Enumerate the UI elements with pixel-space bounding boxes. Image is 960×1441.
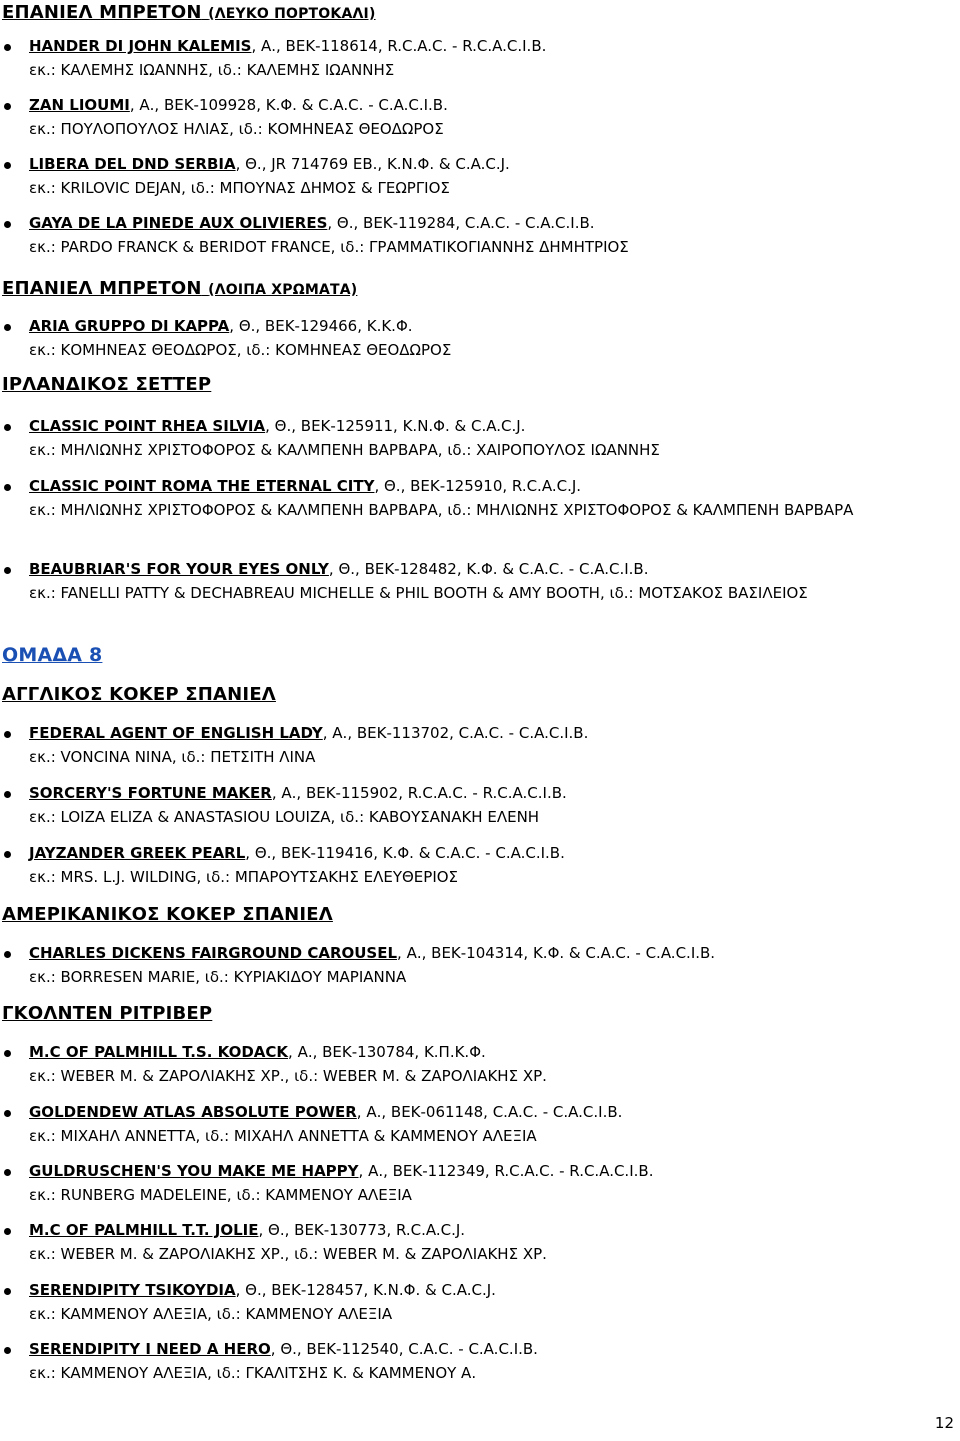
dog-info: , Θ., ΒΕΚ-119416, Κ.Φ. & C.A.C. - C.A.C.I.B. [245,844,565,862]
owners-line: εκ.: ΚΟΜΗΝΕΑΣ ΘΕΟΔΩΡΟΣ, ιδ.: ΚΟΜΗΝΕΑΣ ΘΕΟΔΩΡΟΣ [29,341,452,359]
owners-line: εκ.: PARDO FRANCK & BERIDOT FRANCE, ιδ.: ΓΡΑΜΜΑΤΙΚΟΓΙΑΝΝΗΣ ΔΗΜΗΤΡΙΟΣ [29,238,629,256]
dog-name: M.C OF PALMHILL T.S. KODACK [29,1043,289,1061]
dog-name: FEDERAL AGENT OF ENGLISH LADY [29,724,323,742]
dog-name: CHARLES DICKENS FAIRGROUND CAROUSEL [29,944,398,962]
bullet [4,1288,11,1295]
dog-name: BEAUBRIAR'S FOR YOUR EYES ONLY [29,560,329,578]
dog-info: , Θ., ΒΕΚ-128482, Κ.Φ. & C.A.C. - C.A.C.I.B. [328,560,649,578]
bullet [4,851,11,858]
group-heading: ΟΜΑΔΑ 8 [2,644,103,666]
bullet [4,1110,11,1117]
breed-heading [2,1003,212,1024]
owners-line: εκ.: WEBER M. & ΖΑΡΟΛΙΑΚΗΣ ΧΡ., ιδ.: WEBER M. & ΖΑΡΟΛΙΑΚΗΣ ΧΡ. [29,1245,547,1263]
dog-name: ZAN LIOUMI [29,96,130,114]
dog-name: CLASSIC POINT ROMA THE ETERNAL CITY [29,477,375,495]
owners-line: εκ.: FANELLI PATTY & DECHABREAU MICHELLE & PHIL BOOTH & AMY BOOTH, ιδ.: ΜΟΤΣΑΚΟΣ ΒΑΣΙΛΕΙΟΣ [29,584,808,602]
dog-name: ARIA GRUPPO DI KAPPA [29,317,230,335]
bullet [4,1228,11,1235]
dog-name: GULDRUSCHEN'S YOU MAKE ME HAPPY [29,1162,359,1180]
dog-name: GAYA DE LA PINEDE AUX OLIVIERES [29,214,328,232]
bullet [4,731,11,738]
owners-line: εκ.: KRILOVIC DEJAN, ιδ.: ΜΠΟΥΝΑΣ ΔΗΜΟΣ & ΓΕΩΡΓΙΟΣ [29,179,450,197]
breed-heading [2,374,211,395]
owners-line: εκ.: VONCINA NINA, ιδ.: ΠΕΤΣΙΤΗ ΛΙΝΑ [29,748,316,766]
bullet [4,1347,11,1354]
breed-heading [2,904,333,925]
dog-info: , Θ., ΒΕΚ-125910, R.C.A.C.J. [374,477,582,495]
owners-line: εκ.: MRS. L.J. WILDING, ιδ.: ΜΠΑΡΟΥΤΣΑΚΗΣ ΕΛΕΥΘΕΡΙΟΣ [29,868,459,886]
bullet [4,324,11,331]
owners-line: εκ.: RUNBERG MADELEINE, ιδ.: ΚΑΜΜΕΝΟΥ ΑΛΕΞΙΑ [29,1186,412,1204]
dog-name: HANDER DI JOHN KALEMIS [29,37,252,55]
breed-title: ΕΠΑΝΙΕΛ ΜΠΡΕΤΟΝ [2,278,202,299]
dog-info: , Α., ΒΕΚ-113702, C.A.C. - C.A.C.I.B. [322,724,589,742]
dog-name: M.C OF PALMHILL T.T. JOLIE [29,1221,259,1239]
dog-info: , Α., ΒΕΚ-109928, Κ.Φ. & C.A.C. - C.A.C.I.B. [129,96,448,114]
dog-info: , Θ., ΒΕΚ-129466, Κ.Κ.Φ. [229,317,413,335]
breed-title: ΕΠΑΝΙΕΛ ΜΠΡΕΤΟΝ [2,2,202,23]
owners-line: εκ.: ΚΑΜΜΕΝΟΥ ΑΛΕΞΙΑ, ιδ.: ΓΚΑΛΙΤΣΗΣ Κ. & ΚΑΜΜΕΝΟΥ Α. [29,1364,477,1382]
owners-line: εκ.: ΜΗΛΙΩΝΗΣ ΧΡΙΣΤΟΦΟΡΟΣ & ΚΑΛΜΠΕΝΗ ΒΑΡΒΑΡΑ, ιδ.: ΧΑΙΡΟΠΟΥΛΟΣ ΙΩΑΝΝΗΣ [29,441,660,459]
owners-line: εκ.: ΜΗΛΙΩΝΗΣ ΧΡΙΣΤΟΦΟΡΟΣ & ΚΑΛΜΠΕΝΗ ΒΑΡΒΑΡΑ, ιδ.: ΜΗΛΙΩΝΗΣ ΧΡΙΣΤΟΦΟΡΟΣ & ΚΑΛΜΠΕΝΗ ΒΑΡΒΑΡΑ [29,501,854,519]
dog-info: , Θ., ΒΕΚ-128457, Κ.Ν.Φ. & C.A.C.J. [235,1281,496,1299]
owners-line: εκ.: ΜΙΧΑΗΛ ΑΝΝΕΤΤΑ, ιδ.: ΜΙΧΑΗΛ ΑΝΝΕΤΤΑ & ΚΑΜΜΕΝΟΥ ΑΛΕΞΙΑ [29,1127,537,1145]
dog-info: , Θ., ΒΕΚ-112540, C.A.C. - C.A.C.I.B. [270,1340,538,1358]
bullet [4,791,11,798]
bullet [4,951,11,958]
dog-info: , Θ., ΒΕΚ-125911, Κ.Ν.Φ. & C.A.C.J. [265,417,526,435]
bullet [4,162,11,169]
breed-heading [2,278,357,299]
bullet [4,567,11,574]
bullet [4,484,11,491]
dog-info: , Α., ΒΕΚ-130784, Κ.Π.Κ.Φ. [288,1043,486,1061]
breed-title: ΙΡΛΑΝΔΙΚΟΣ ΣΕΤΤΕΡ [2,374,212,395]
bullet [4,1169,11,1176]
bullet [4,424,11,431]
dog-info: , Α., ΒΕΚ-112349, R.C.A.C. - R.C.A.C.I.B. [358,1162,654,1180]
bullet [4,1050,11,1057]
dog-info: , Α., ΒΕΚ-104314, Κ.Φ. & C.A.C. - C.A.C.I.B. [397,944,716,962]
dog-name: SERENDIPITY TSIKOYDIA [29,1281,236,1299]
breed-title: ΑΓΓΛΙΚΟΣ ΚΟΚΕΡ ΣΠΑΝΙΕΛ [2,684,276,705]
breed-heading [2,684,276,705]
page-number: 12 [934,1414,954,1432]
dog-name: SORCERY'S FORTUNE MAKER [29,784,272,802]
breed-title: ΑΜΕΡΙΚΑΝΙΚΟΣ ΚΟΚΕΡ ΣΠΑΝΙΕΛ [2,904,333,925]
owners-line: εκ.: WEBER M. & ΖΑΡΟΛΙΑΚΗΣ ΧΡ., ιδ.: WEBER M. & ΖΑΡΟΛΙΑΚΗΣ ΧΡ. [29,1067,547,1085]
owners-line: εκ.: BORRESEN MARIE, ιδ.: ΚΥΡΙΑΚΙΔΟΥ ΜΑΡΙΑΝΝΑ [29,968,407,986]
bullet [4,103,11,110]
dog-name: LIBERA DEL DND SERBIA [29,155,236,173]
dog-info: , Θ., ΒΕΚ-130773, R.C.A.C.J. [258,1221,466,1239]
dog-info: , Α., ΒΕΚ-115902, R.C.A.C. - R.C.A.C.I.B. [271,784,567,802]
dog-name: GOLDENDEW ATLAS ABSOLUTE POWER [29,1103,357,1121]
breed-title: ΓΚΟΛΝΤΕΝ ΡΙΤΡΙΒΕΡ [2,1003,213,1024]
dog-info: , Α., ΒΕΚ-118614, R.C.A.C. - R.C.A.C.I.B. [251,37,547,55]
dog-info: , Θ., ΒΕΚ-119284, C.A.C. - C.A.C.I.B. [327,214,595,232]
owners-line: εκ.: ΚΑΛΕΜΗΣ ΙΩΑΝΝΗΣ, ιδ.: ΚΑΛΕΜΗΣ ΙΩΑΝΝΗΣ [29,61,395,79]
owners-line: εκ.: ΠΟΥΛΟΠΟΥΛΟΣ ΗΛΙΑΣ, ιδ.: ΚΟΜΗΝΕΑΣ ΘΕΟΔΩΡΟΣ [29,120,444,138]
dog-name: CLASSIC POINT RHEA SILVIA [29,417,266,435]
dog-name: JAYZANDER GREEK PEARL [29,844,246,862]
breed-subtitle: (ΛΕΥΚΟ ΠΟΡΤΟΚΑΛΙ) [208,6,376,22]
owners-line: εκ.: LOIZA ELIZA & ANASTASIOU LOUIZA, ιδ.: ΚΑΒΟΥΣΑΝΑΚΗ ΕΛΕΝΗ [29,808,540,826]
bullet [4,44,11,51]
breed-heading [2,2,376,23]
breed-subtitle: (ΛΟΙΠΑ ΧΡΩΜΑΤΑ) [208,282,358,298]
dog-info: , Θ., JR 714769 ΕΒ., Κ.Ν.Φ. & C.A.C.J. [235,155,510,173]
dog-info: , Α., ΒΕΚ-061148, C.A.C. - C.A.C.I.B. [356,1103,623,1121]
dog-name: SERENDIPITY I NEED A HERO [29,1340,271,1358]
owners-line: εκ.: ΚΑΜΜΕΝΟΥ ΑΛΕΞΙΑ, ιδ.: ΚΑΜΜΕΝΟΥ ΑΛΕΞΙΑ [29,1305,393,1323]
bullet [4,221,11,228]
